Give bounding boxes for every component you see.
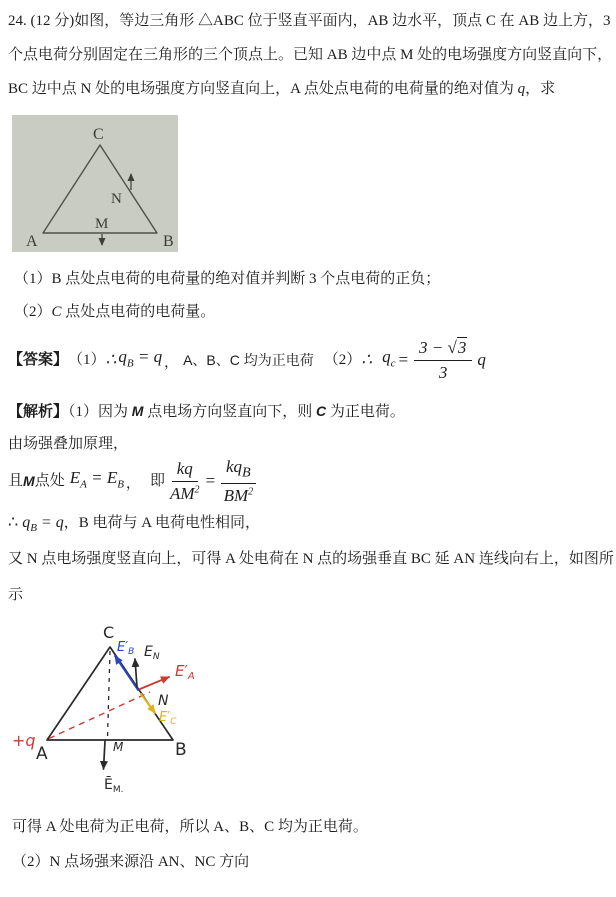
answer-part1-no: （1）	[68, 352, 106, 368]
eq-line-mid: 点处	[34, 473, 65, 489]
analysis-line-1	[8, 400, 405, 423]
fraction-numerator: 3 − √3	[414, 338, 472, 361]
figure-handdrawn-triangle	[8, 622, 213, 807]
therefore-symbol-2: ∴	[361, 350, 373, 369]
analysis-p1-mid: 点电场方向竖直向下，则	[143, 404, 316, 420]
analysis-p1-no: （1）	[68, 404, 99, 420]
analysis-line-7: 可得 A 处电荷为正电荷，所以 A、B、C 均为正电荷。	[12, 819, 368, 835]
problem-line-1: 24. (12 分)如图，等边三角形 △ABC 位于竖直平面内，AB 边水平，顶点 C 在 AB 边上方，3	[8, 13, 611, 29]
coulomb-fraction-2	[221, 457, 256, 505]
analysis-p4-rest: ，B 电荷与 A 电荷电性相同，	[63, 515, 260, 531]
analysis-line-6: 示	[8, 587, 24, 603]
answer-part1-text: A、B、C 均为正电荷	[183, 352, 314, 368]
figure-printed-triangle	[12, 115, 178, 252]
EA-label: $E'_A$	[175, 662, 195, 682]
problem-line-2: 个点电荷分别固定在三角形的三个顶点上。已知 AB 边中点 M 处的电场强度方向竖直向下，	[8, 47, 613, 63]
eq-line-pre: 且	[8, 473, 24, 489]
analysis-line-2: 由场强叠加原理，	[8, 436, 129, 452]
EC-label: $E'_C$	[159, 710, 177, 727]
eq-line-ji: 即	[149, 473, 165, 489]
midpoint-label-N: N	[111, 191, 122, 207]
answer-line	[8, 336, 486, 384]
EN-field-arrow	[135, 659, 137, 687]
fraction-numerator: kq	[172, 459, 198, 482]
question-2-text: 点处点电荷的电荷量。	[61, 304, 216, 320]
vertex-label-B: B	[175, 740, 187, 760]
EM-label: $Ē_{M.}$	[104, 777, 124, 795]
qc-symbol: $q_c$	[382, 346, 396, 370]
equals-sign: =	[204, 471, 216, 490]
vertex-label-A: A	[26, 233, 38, 250]
vertex-label-C: C	[103, 623, 115, 642]
q-after-fraction: q	[477, 350, 486, 369]
charge-plus-q-label: +q	[12, 731, 36, 750]
fraction-denominator: $BM^2$	[223, 485, 254, 505]
analysis-p1-post: 为正电荷。	[326, 404, 405, 420]
analysis-p1-pre: 因为	[98, 404, 132, 420]
problem-line-3-tail: ，求	[525, 81, 556, 97]
midpoint-label-N: N	[158, 693, 169, 709]
coulomb-fraction-1	[170, 459, 200, 503]
fraction-denominator: $AM^2$	[169, 483, 200, 503]
equals-sign: =	[397, 350, 409, 369]
analysis-label: 【解析】	[8, 404, 69, 420]
EA-EB-equation: $E_A = E_B$	[69, 467, 124, 491]
analysis-p1-M: M	[131, 403, 144, 419]
midpoint-label-M: M	[95, 216, 109, 232]
midpoint-label-M: M	[113, 740, 124, 754]
qB-conclusion: ∴ $q_B = q$	[8, 514, 64, 535]
charge-q-symbol: q	[517, 81, 526, 97]
vertex-label-C: C	[93, 126, 104, 143]
EB-label: $E'_B$	[117, 640, 135, 657]
comma: ，	[125, 477, 140, 492]
analysis-line-5: 又 N 点电场强度竖直向上，可得 A 处电荷在 N 点的场强垂直 BC 延 AN 连线向右上，如图所	[8, 551, 614, 567]
vertex-label-B: B	[163, 233, 174, 250]
question-2	[14, 301, 215, 323]
EN-label: $E_N$	[144, 644, 160, 662]
question-2-c: C	[51, 304, 62, 320]
question-2-no: （2）	[14, 304, 52, 320]
eq-line-M: M	[23, 473, 35, 489]
question-1: （1）B 点处点电荷的电荷量的绝对值并判断 3 个点电荷的正负；	[14, 271, 441, 287]
fraction-denominator: 3	[438, 362, 448, 382]
EM-field-arrow	[104, 741, 106, 769]
fraction-numerator: $kq_B$	[221, 457, 256, 484]
vertex-label-A: A	[36, 744, 48, 764]
answer-part2-no: （2）	[323, 352, 362, 368]
qc-fraction	[414, 338, 472, 382]
answer-label: 【答案】	[8, 352, 69, 368]
comma: ，	[164, 356, 179, 371]
qB-formula: $q_B = q$	[118, 346, 163, 370]
analysis-p1-C: C	[315, 403, 327, 419]
analysis-equation-line	[8, 458, 261, 504]
problem-line-3-text: BC 边中点 N 处的电场强度方向竖直向上，A 点处点电荷的电荷量的绝对值为	[8, 81, 518, 97]
altitude-dashed-line	[108, 651, 111, 738]
EA-field-arrow	[140, 677, 169, 689]
EC-field-arrow	[141, 694, 155, 713]
problem-line-3	[8, 78, 555, 100]
therefore-symbol: ∴	[105, 350, 117, 369]
analysis-line-4	[8, 512, 260, 539]
analysis-line-8: （2）N 点场强来源沿 AN、NC 方向	[12, 854, 250, 870]
